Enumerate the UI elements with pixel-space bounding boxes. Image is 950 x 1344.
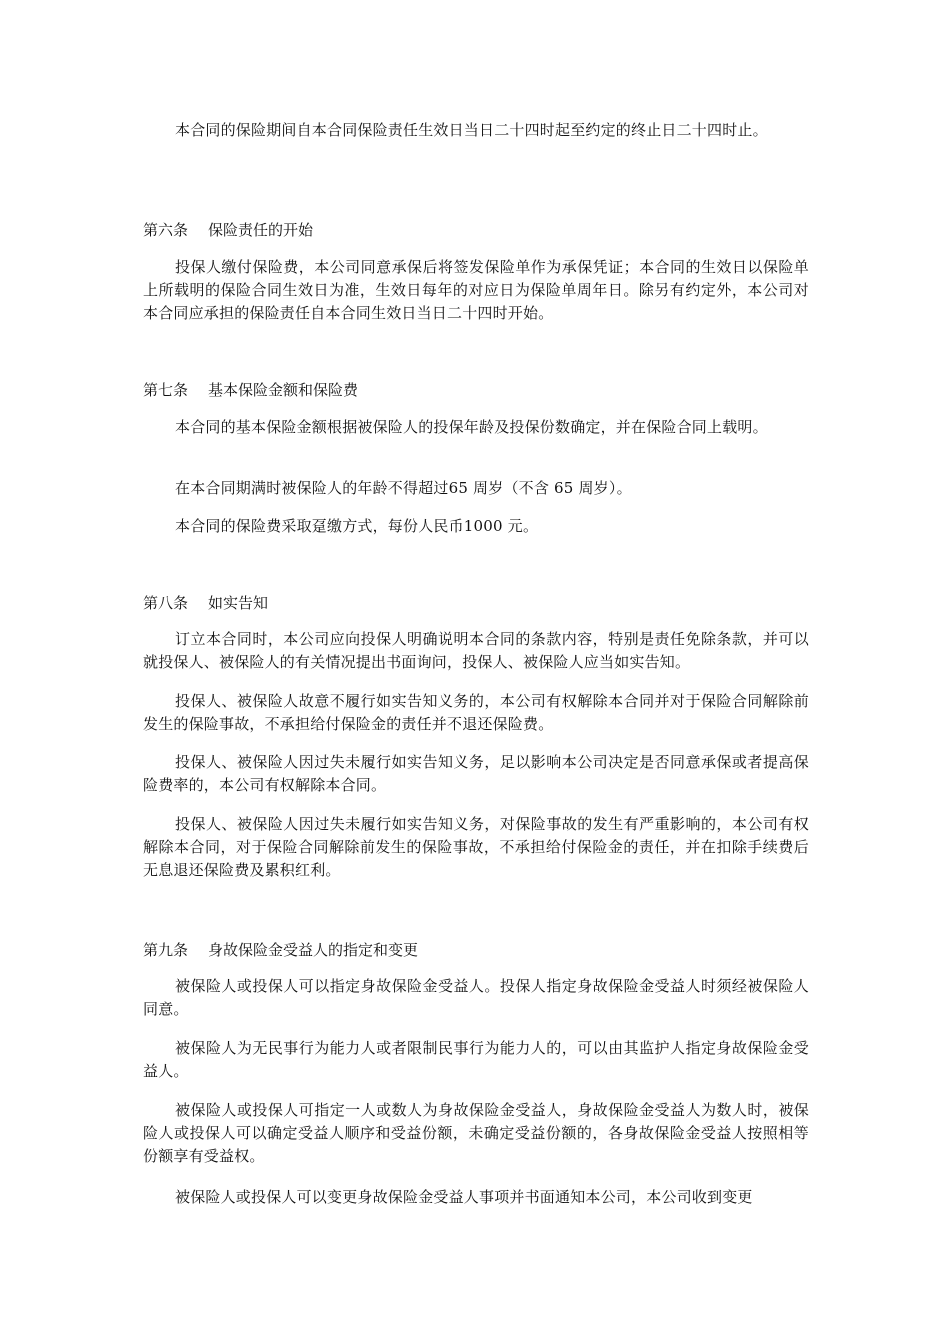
article-number: 第七条 [143, 381, 189, 399]
paragraph: 在本合同期满时被保险人的年龄不得超过65 周岁（不含 65 周岁）。 [175, 479, 632, 497]
article-8-body-2 [143, 690, 809, 736]
article-8-body-3 [143, 751, 809, 797]
article-8-body [143, 628, 809, 674]
article-8-body-4 [143, 813, 809, 882]
article-7-body-3 [143, 515, 809, 538]
paragraph: 本合同的保险费采取趸缴方式，每份人民币1000 元。 [175, 517, 539, 535]
paragraph: 被保险人或投保人可以指定身故保险金受益人。投保人指定身故保险金受益人时须经被保险人同意。 [143, 977, 809, 1018]
intro-section [143, 119, 809, 142]
article-9-body-3 [143, 1099, 809, 1168]
paragraph: 订立本合同时，本公司应向投保人明确说明本合同的条款内容，特别是责任免除条款，并可以就投保人、被保险人的有关情况提出书面询问，投保人、被保险人应当如实告知。 [143, 630, 809, 671]
article-number: 第六条 [143, 221, 189, 239]
article-title: 基本保险金额和保险费 [208, 381, 359, 399]
article-9-body-2 [143, 1037, 809, 1083]
article-6-heading [143, 219, 809, 242]
article-number: 第九条 [143, 941, 189, 959]
article-number: 第八条 [143, 594, 189, 612]
paragraph: 投保人、被保险人因过失未履行如实告知义务，足以影响本公司决定是否同意承保或者提高保险费率的，本公司有权解除本合同。 [143, 753, 809, 794]
paragraph: 被保险人为无民事行为能力人或者限制民事行为能力人的，可以由其监护人指定身故保险金受益人。 [143, 1039, 809, 1080]
article-title: 保险责任的开始 [208, 221, 314, 239]
article-9-body [143, 975, 809, 1021]
paragraph: 被保险人或投保人可指定一人或数人为身故保险金受益人，身故保险金受益人为数人时，被保险人或投保人可以确定受益人顺序和受益份额，未确定受益份额的，各身故保险金受益人按照相等份额享有受益权。 [143, 1101, 809, 1165]
article-title: 身故保险金受益人的指定和变更 [208, 941, 419, 959]
article-9-heading [143, 939, 809, 962]
paragraph: 本合同的基本保险金额根据被保险人的投保年龄及投保份数确定，并在保险合同上载明。 [175, 418, 768, 436]
paragraph: 投保人、被保险人因过失未履行如实告知义务，对保险事故的发生有严重影响的，本公司有权解除本合同，对于保险合同解除前发生的保险事故，不承担给付保险金的责任，并在扣除手续费后无息退还保险费及累积红利。 [143, 815, 809, 879]
paragraph: 投保人缴付保险费，本公司同意承保后将签发保险单作为承保凭证；本合同的生效日以保险单上所载明的保险合同生效日为准，生效日每年的对应日为保险单周年日。除另有约定外，本公司对本合同应承担的保险责任自本合同生效日当日二十四时开始。 [143, 258, 809, 322]
article-7-heading [143, 379, 809, 402]
article-title: 如实告知 [208, 594, 269, 612]
paragraph: 本合同的保险期间自本合同保险责任生效日当日二十四时起至约定的终止日二十四时止。 [175, 121, 768, 139]
paragraph: 被保险人或投保人可以变更身故保险金受益人事项并书面通知本公司，本公司收到变更 [175, 1188, 753, 1206]
article-7-body [143, 416, 809, 439]
article-8-heading [143, 592, 809, 615]
article-7-body-2 [143, 477, 809, 500]
article-9-body-4 [143, 1186, 809, 1209]
paragraph: 投保人、被保险人故意不履行如实告知义务的，本公司有权解除本合同并对于保险合同解除前发生的保险事故，不承担给付保险金的责任并不退还保险费。 [143, 692, 809, 733]
article-6-body [143, 256, 809, 325]
